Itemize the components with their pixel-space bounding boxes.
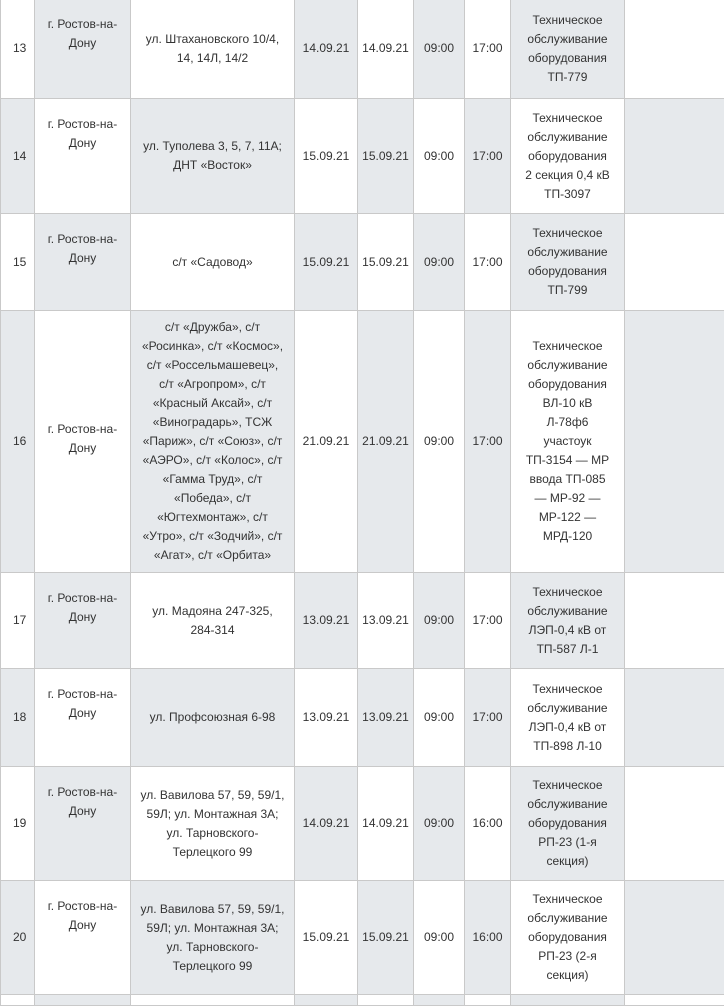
reason-cell-line: Техническое [514, 583, 621, 602]
note-cell [625, 881, 724, 995]
time-end-cell: 17:00 [465, 214, 511, 311]
address-cell-line: 59Л; ул. Монтажная 3А; [134, 919, 291, 938]
reason-cell-line: ТП-799 [514, 281, 621, 300]
empty-cell [131, 995, 295, 1006]
city-cell-line: г. Ростов-на- [38, 230, 127, 249]
table-row [1, 99, 724, 214]
address-cell-line: с/т «Садовод» [134, 253, 291, 272]
reason-cell-line: РП-23 (2-я [514, 947, 621, 966]
row-number: 19 [1, 767, 35, 881]
reason-cell [511, 99, 625, 214]
date-start-cell: 21.09.21 [295, 311, 358, 573]
reason-cell-line: оборудования [514, 814, 621, 833]
reason-cell [511, 881, 625, 995]
empty-cell [35, 995, 131, 1006]
city-cell-line: г. Ростов-на- [38, 115, 127, 134]
empty-cell [625, 995, 724, 1006]
row-number: 15 [1, 214, 35, 311]
note-cell [625, 0, 724, 99]
reason-cell-line: обслуживание [514, 602, 621, 621]
reason-cell-line: Л-78ф6 [514, 413, 621, 432]
address-cell-line: «Красный Аксай», с/т [134, 394, 291, 413]
address-cell-line: 14, 14Л, 14/2 [134, 49, 291, 68]
date-start-cell: 13.09.21 [295, 669, 358, 767]
city-cell-line: г. Ростов-на- [38, 783, 127, 802]
reason-cell-line: оборудования [514, 49, 621, 68]
note-cell [625, 669, 724, 767]
reason-cell-line: оборудования [514, 147, 621, 166]
reason-cell-line: — МР-92 — [514, 489, 621, 508]
time-start-cell: 09:00 [414, 311, 465, 573]
reason-cell-line: обслуживание [514, 795, 621, 814]
reason-cell-line: Техническое [514, 109, 621, 128]
city-cell-line: г. Ростов-на- [38, 420, 127, 439]
reason-cell-line: 2 секция 0,4 кВ [514, 166, 621, 185]
reason-cell [511, 214, 625, 311]
address-cell-line: 284-314 [134, 621, 291, 640]
reason-cell-line: Техническое [514, 890, 621, 909]
address-cell-line: ул. Тарновского- [134, 938, 291, 957]
reason-cell [511, 311, 625, 573]
reason-cell [511, 767, 625, 881]
address-cell-line: «Агат», с/т «Орбита» [134, 546, 291, 565]
date-start-cell: 14.09.21 [295, 0, 358, 99]
time-end-cell: 17:00 [465, 0, 511, 99]
reason-cell-line: МРД-120 [514, 527, 621, 546]
date-start-cell: 14.09.21 [295, 767, 358, 881]
reason-cell [511, 669, 625, 767]
address-cell [131, 0, 295, 99]
address-cell [131, 669, 295, 767]
row-number: 14 [1, 99, 35, 214]
city-cell [35, 311, 131, 573]
time-start-cell: 09:00 [414, 573, 465, 669]
table-row [1, 311, 724, 573]
date-start-cell: 15.09.21 [295, 99, 358, 214]
table-row [1, 881, 724, 995]
city-cell [35, 214, 131, 311]
date-end-cell: 15.09.21 [358, 881, 414, 995]
empty-cell [414, 995, 465, 1006]
city-cell [35, 0, 131, 99]
table-row [1, 767, 724, 881]
address-cell-line: «Росинка», с/т «Космос», [134, 337, 291, 356]
address-cell [131, 881, 295, 995]
time-end-cell: 16:00 [465, 767, 511, 881]
city-cell-line: Дону [38, 916, 127, 935]
date-start-cell: 13.09.21 [295, 573, 358, 669]
reason-cell-line: Техническое [514, 224, 621, 243]
address-cell-line: Терлецкого 99 [134, 957, 291, 976]
reason-cell-line: оборудования [514, 262, 621, 281]
time-start-cell: 09:00 [414, 669, 465, 767]
date-start-cell: 15.09.21 [295, 214, 358, 311]
time-start-cell: 09:00 [414, 99, 465, 214]
address-cell-line: с/т «Агропром», с/т [134, 375, 291, 394]
reason-cell-line: Техническое [514, 337, 621, 356]
note-cell [625, 214, 724, 311]
reason-cell-line: Техническое [514, 680, 621, 699]
reason-cell-line: ТП-587 Л-1 [514, 640, 621, 659]
city-cell-line: Дону [38, 134, 127, 153]
address-cell-line: «Югтехмонтаж», с/т [134, 508, 291, 527]
address-cell [131, 214, 295, 311]
address-cell [131, 311, 295, 573]
note-cell [625, 573, 724, 669]
reason-cell-line: оборудования [514, 928, 621, 947]
address-cell-line: 59Л; ул. Монтажная 3А; [134, 805, 291, 824]
reason-cell-line: ТП-3154 — МР [514, 451, 621, 470]
address-cell-line: «АЭРО», с/т «Колос», с/т [134, 451, 291, 470]
address-cell-line: ул. Профсоюзная 6-98 [134, 708, 291, 727]
row-number: 13 [1, 0, 35, 99]
reason-cell [511, 0, 625, 99]
address-cell-line: ул. Мадояна 247-325, [134, 602, 291, 621]
reason-cell-line: обслуживание [514, 30, 621, 49]
row-number: 20 [1, 881, 35, 995]
date-end-cell: 21.09.21 [358, 311, 414, 573]
note-cell [625, 311, 724, 573]
date-end-cell: 13.09.21 [358, 669, 414, 767]
city-cell-line: г. Ростов-на- [38, 15, 127, 34]
address-cell-line: «Победа», с/т [134, 489, 291, 508]
table-body [1, 0, 724, 1006]
reason-cell-line: оборудования [514, 375, 621, 394]
time-end-cell: 17:00 [465, 99, 511, 214]
city-cell-line: Дону [38, 704, 127, 723]
reason-cell-line: РП-23 (1-я [514, 833, 621, 852]
time-end-cell: 17:00 [465, 669, 511, 767]
date-end-cell: 14.09.21 [358, 0, 414, 99]
time-end-cell: 16:00 [465, 881, 511, 995]
empty-cell [511, 995, 625, 1006]
address-cell-line: ул. Вавилова 57, 59, 59/1, [134, 786, 291, 805]
time-start-cell: 09:00 [414, 0, 465, 99]
date-end-cell: 15.09.21 [358, 214, 414, 311]
time-start-cell: 09:00 [414, 881, 465, 995]
city-cell [35, 881, 131, 995]
city-cell-line: г. Ростов-на- [38, 897, 127, 916]
city-cell [35, 573, 131, 669]
note-cell [625, 99, 724, 214]
time-end-cell: 17:00 [465, 311, 511, 573]
address-cell [131, 767, 295, 881]
date-end-cell: 13.09.21 [358, 573, 414, 669]
address-cell-line: «Гамма Труд», с/т [134, 470, 291, 489]
address-cell-line: с/т «Россельмашевец», [134, 356, 291, 375]
reason-cell-line: обслуживание [514, 128, 621, 147]
address-cell-line: «Утро», с/т «Зодчий», с/т [134, 527, 291, 546]
table-row [1, 214, 724, 311]
reason-cell-line: участоук [514, 432, 621, 451]
address-cell-line: ул. Штахановского 10/4, [134, 30, 291, 49]
city-cell [35, 669, 131, 767]
empty-cell [1, 995, 35, 1006]
time-end-cell: 17:00 [465, 573, 511, 669]
address-cell-line: «Виноградарь», ТСЖ [134, 413, 291, 432]
table-row [1, 669, 724, 767]
reason-cell-line: обслуживание [514, 243, 621, 262]
row-number: 16 [1, 311, 35, 573]
row-number: 18 [1, 669, 35, 767]
city-cell-line: г. Ростов-на- [38, 685, 127, 704]
reason-cell-line: ТП-3097 [514, 185, 621, 204]
date-end-cell: 15.09.21 [358, 99, 414, 214]
city-cell-line: Дону [38, 439, 127, 458]
row-number: 17 [1, 573, 35, 669]
table-row [1, 0, 724, 99]
time-start-cell: 09:00 [414, 767, 465, 881]
reason-cell-line: ввода ТП-085 [514, 470, 621, 489]
reason-cell-line: ТП-779 [514, 68, 621, 87]
address-cell-line: Терлецкого 99 [134, 843, 291, 862]
reason-cell-line: ТП-898 Л-10 [514, 737, 621, 756]
address-cell [131, 573, 295, 669]
city-cell-line: Дону [38, 34, 127, 53]
reason-cell-line: ЛЭП-0,4 кВ от [514, 718, 621, 737]
address-cell [131, 99, 295, 214]
city-cell-line: Дону [38, 802, 127, 821]
address-cell-line: ул. Туполева 3, 5, 7, 11А; [134, 137, 291, 156]
address-cell-line: ул. Тарновского- [134, 824, 291, 843]
reason-cell-line: обслуживание [514, 909, 621, 928]
address-cell-line: «Париж», с/т «Союз», с/т [134, 432, 291, 451]
reason-cell-line: Техническое [514, 776, 621, 795]
city-cell-line: Дону [38, 249, 127, 268]
note-cell [625, 767, 724, 881]
reason-cell-line: МР-122 — [514, 508, 621, 527]
reason-cell-line: обслуживание [514, 356, 621, 375]
reason-cell-line: Техническое [514, 11, 621, 30]
city-cell [35, 767, 131, 881]
table-row [1, 573, 724, 669]
reason-cell-line: ЛЭП-0,4 кВ от [514, 621, 621, 640]
address-cell-line: ДНТ «Восток» [134, 156, 291, 175]
time-start-cell: 09:00 [414, 214, 465, 311]
city-cell-line: Дону [38, 608, 127, 627]
table-row-partial [1, 995, 724, 1006]
empty-cell [295, 995, 358, 1006]
reason-cell-line: секция) [514, 852, 621, 871]
date-start-cell: 15.09.21 [295, 881, 358, 995]
empty-cell [358, 995, 414, 1006]
empty-cell [465, 995, 511, 1006]
reason-cell [511, 573, 625, 669]
reason-cell-line: обслуживание [514, 699, 621, 718]
city-cell-line: г. Ростов-на- [38, 589, 127, 608]
address-cell-line: ул. Вавилова 57, 59, 59/1, [134, 900, 291, 919]
reason-cell-line: ВЛ-10 кВ [514, 394, 621, 413]
city-cell [35, 99, 131, 214]
reason-cell-line: секция) [514, 966, 621, 985]
date-end-cell: 14.09.21 [358, 767, 414, 881]
address-cell-line: с/т «Дружба», с/т [134, 318, 291, 337]
